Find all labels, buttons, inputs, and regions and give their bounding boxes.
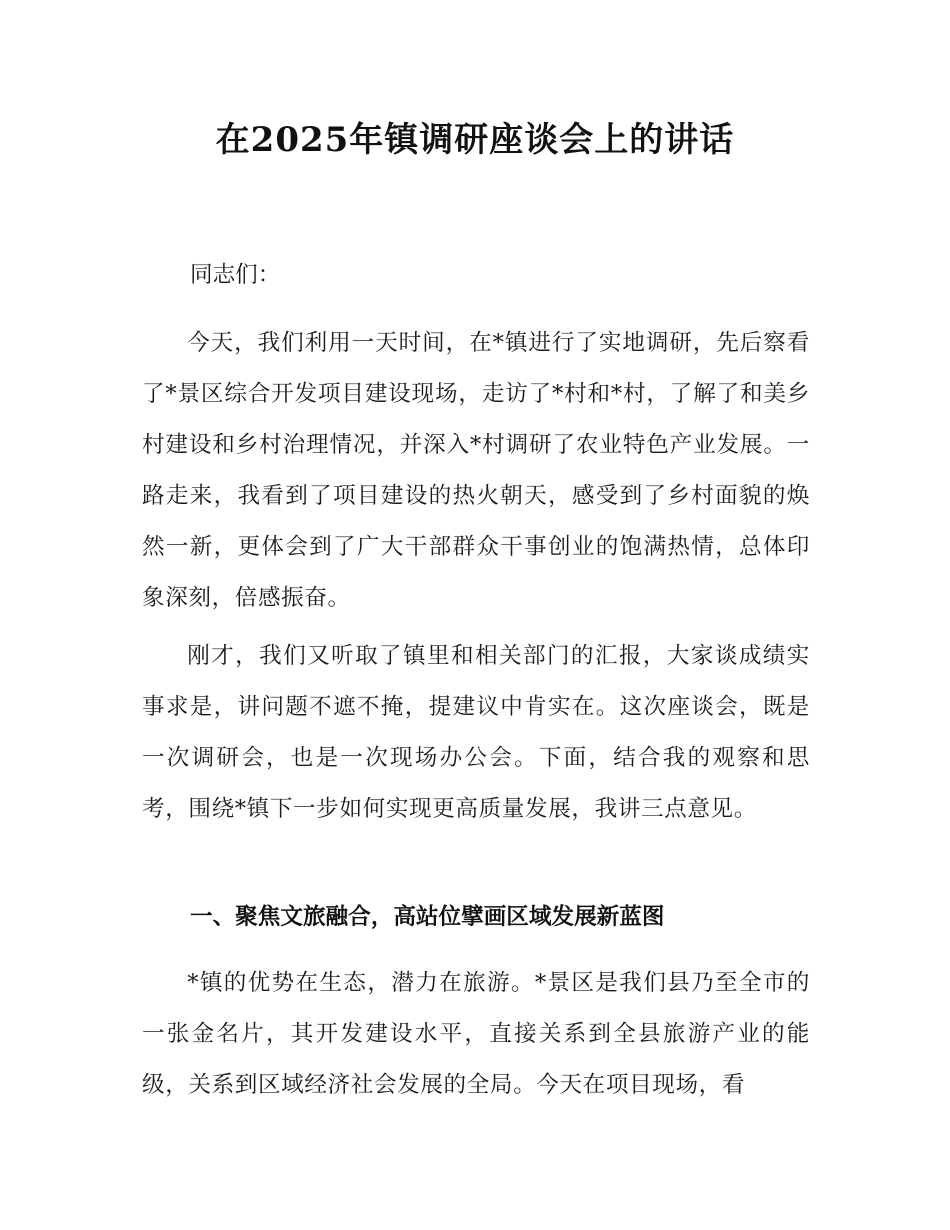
paragraph-2: 刚才，我们又听取了镇里和相关部门的汇报，大家谈成绩实事求是，讲问题不遮不掩，提建议中肯实在。这次座谈会，既是一次调研会，也是一次现场办公会。下面，结合我的观察和思考，围绕*镇下一步如何实现更高质量发展，我讲三点意见。	[142, 643, 810, 822]
section-heading: 一、聚焦文旅融合，高站位擘画区域发展新蓝图	[190, 904, 665, 930]
paragraph-1-container	[142, 318, 810, 624]
salutation: 同志们：	[190, 262, 281, 288]
paragraph-3: *镇的优势在生态，潜力在旅游。*景区是我们县乃至全市的一张金名片，其开发建设水平，直接关系到全县旅游产业的能级，关系到区域经济社会发展的全局。今天在项目现场，看	[142, 970, 810, 1098]
paragraph-1: 今天，我们利用一天时间，在*镇进行了实地调研，先后察看了*景区综合开发项目建设现场，走访了*村和*村，了解了和美乡村建设和乡村治理情况，并深入*村调研了农业特色产业发展。一路走来，我看到了项目建设的热火朝天，感受到了乡村面貌的焕然一新，更体会到了广大干部群众干事创业的饱满热情，总体印象深刻，倍感振奋。	[142, 330, 810, 611]
paragraph-3-container	[142, 958, 810, 1111]
document-title: 在2025年镇调研座谈会上的讲话	[215, 120, 735, 160]
paragraph-2-container	[142, 631, 810, 835]
